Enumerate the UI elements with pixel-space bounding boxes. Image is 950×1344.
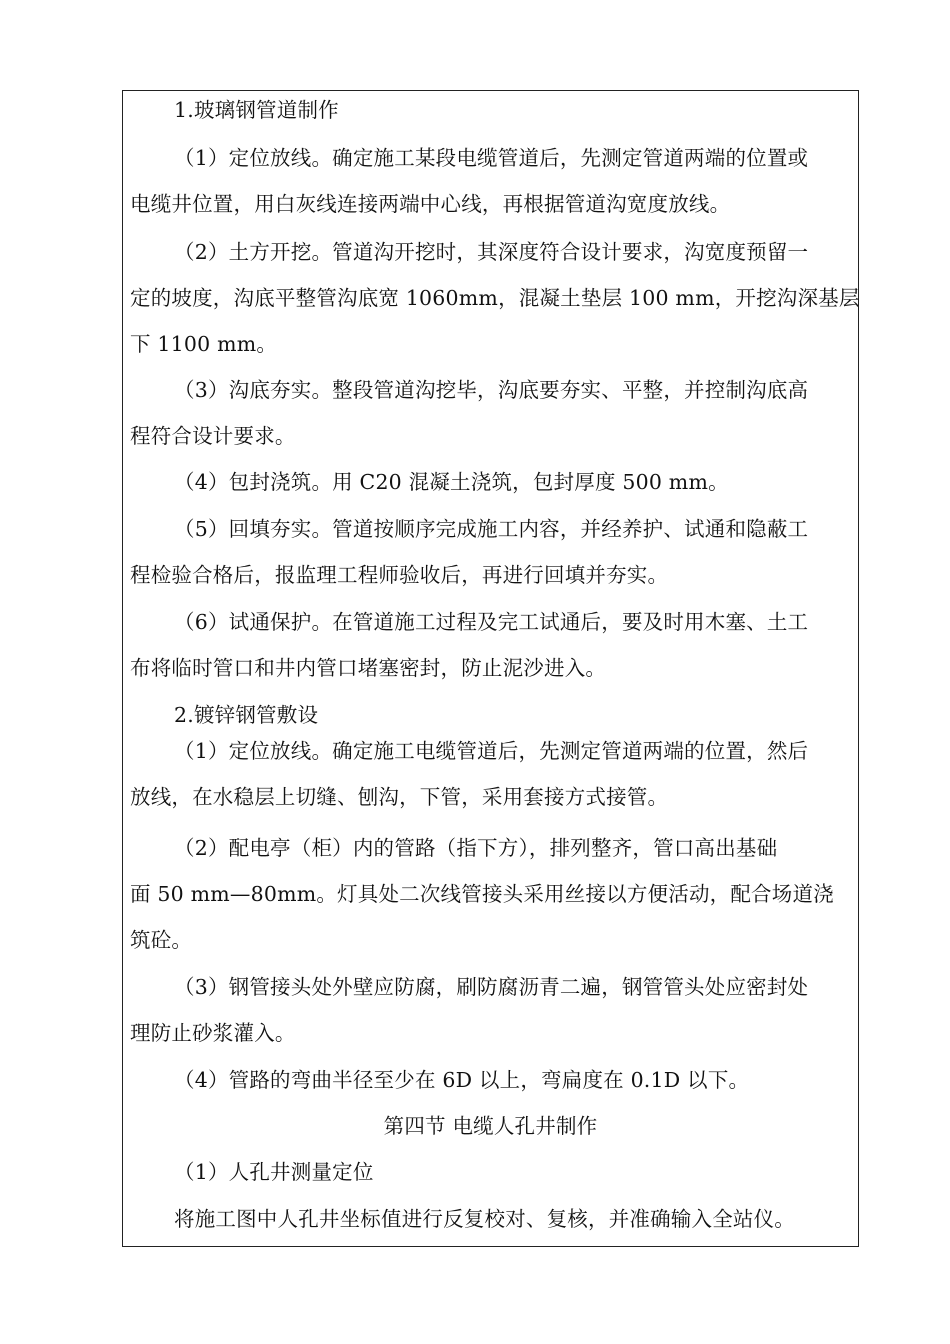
paragraph-line: （5）回填夯实。管道按顺序完成施工内容，并经养护、试通和隐蔽工	[174, 517, 809, 541]
section-title: 第四节 电缆人孔井制作	[383, 1114, 598, 1138]
paragraph-line: 电缆井位置，用白灰线连接两端中心线，再根据管道沟宽度放线。	[130, 192, 731, 216]
paragraph-line: （1）定位放线。确定施工某段电缆管道后，先测定管道两端的位置或	[174, 146, 809, 170]
paragraph-line: 下 1100 mm。	[130, 332, 278, 356]
paragraph-line: 程检验合格后，报监理工程师验收后，再进行回填并夯实。	[130, 563, 669, 587]
paragraph-line: （4）包封浇筑。用 C20 混凝土浇筑，包封厚度 500 mm。	[174, 470, 729, 494]
paragraph-line: 将施工图中人孔井坐标值进行反复校对、复核，并准确输入全站仪。	[174, 1207, 795, 1231]
paragraph-line: （1）人孔井测量定位	[174, 1160, 374, 1184]
paragraph-line: （2）土方开挖。管道沟开挖时，其深度符合设计要求，沟宽度预留一	[174, 240, 809, 264]
paragraph-line: （3）沟底夯实。整段管道沟挖毕，沟底要夯实、平整，并控制沟底高	[174, 378, 809, 402]
heading-frp-pipe: 1.玻璃钢管道制作	[174, 98, 339, 122]
heading-galvanized-pipe: 2.镀锌钢管敷设	[174, 703, 319, 727]
paragraph-line: （4）管路的弯曲半径至少在 6D 以上，弯扁度在 0.1D 以下。	[174, 1068, 750, 1092]
paragraph-line: 程符合设计要求。	[130, 424, 296, 448]
paragraph-line: 筑砼。	[130, 928, 193, 952]
paragraph-line: （3）钢管接头处外壁应防腐，刷防腐沥青二遍，钢管管头处应密封处	[174, 975, 809, 999]
paragraph-line: 定的坡度，沟底平整管沟底宽 1060mm，混凝土垫层 100 mm，开挖沟深基层	[130, 286, 860, 310]
paragraph-line: 理防止砂浆灌入。	[130, 1021, 296, 1045]
paragraph-line: （6）试通保护。在管道施工过程及完工试通后，要及时用木塞、土工	[174, 610, 809, 634]
paragraph-line: （2）配电亭（柜）内的管路（指下方），排列整齐，管口高出基础	[174, 836, 778, 860]
paragraph-line: （1）定位放线。确定施工电缆管道后，先测定管道两端的位置，然后	[174, 739, 809, 763]
paragraph-line: 布将临时管口和井内管口堵塞密封，防止泥沙进入。	[130, 656, 607, 680]
paragraph-line: 面 50 mm—80mm。灯具处二次线管接头采用丝接以方便活动，配合场道浇	[130, 882, 834, 906]
paragraph-line: 放线，在水稳层上切缝、刨沟，下管，采用套接方式接管。	[130, 785, 669, 809]
